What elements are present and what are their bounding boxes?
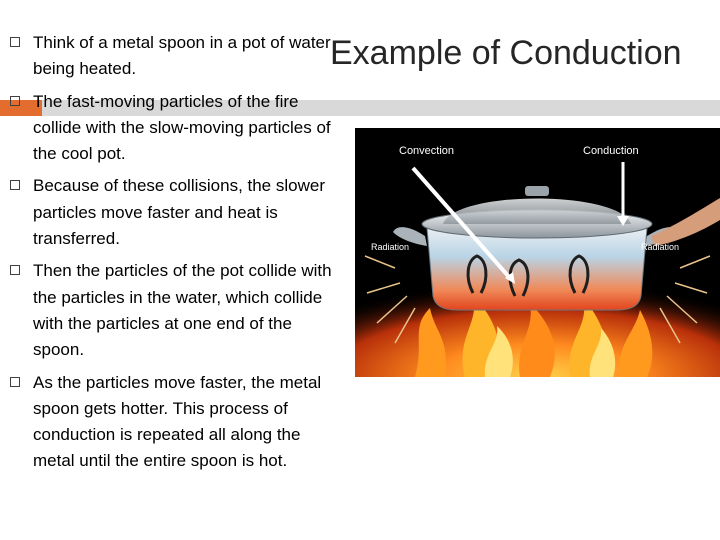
lid-knob [525, 186, 549, 196]
conduction-illustration [355, 128, 720, 377]
pot-body [427, 228, 647, 310]
square-bullet-icon [10, 37, 20, 47]
label-radiation-left: Radiation [371, 242, 410, 252]
bullet-text: As the particles move faster, the metal spoon gets hotter. This process of conduction is repeated all along the metal until the entire spoon is hot. [33, 372, 322, 471]
bullet-item [0, 173, 340, 252]
bullet-text: Because of these collisions, the slower particles move faster and heat is transferred. [33, 176, 325, 249]
bullet-item [0, 30, 340, 83]
label-convection: Convection [399, 145, 455, 157]
square-bullet-icon [10, 96, 20, 106]
bullet-item [0, 89, 340, 168]
square-bullet-icon [10, 180, 20, 190]
bullet-text: Then the particles of the pot collide with the particles in the water, which collide with the particles at one end of the spoon. [33, 261, 332, 360]
bullet-text: The fast-moving particles of the fire collide with the slow-moving particles of the cool pot. [33, 91, 331, 164]
label-conduction: Conduction [583, 145, 639, 157]
bullet-text: Think of a metal spoon in a pot of water being heated. [33, 33, 331, 79]
label-radiation-right: Radiation [641, 242, 680, 252]
bullet-list [0, 30, 340, 481]
bullet-item [0, 258, 340, 363]
bullet-item [0, 370, 340, 475]
slide-title: Example of Conduction [330, 34, 682, 72]
square-bullet-icon [10, 377, 20, 387]
square-bullet-icon [10, 265, 20, 275]
